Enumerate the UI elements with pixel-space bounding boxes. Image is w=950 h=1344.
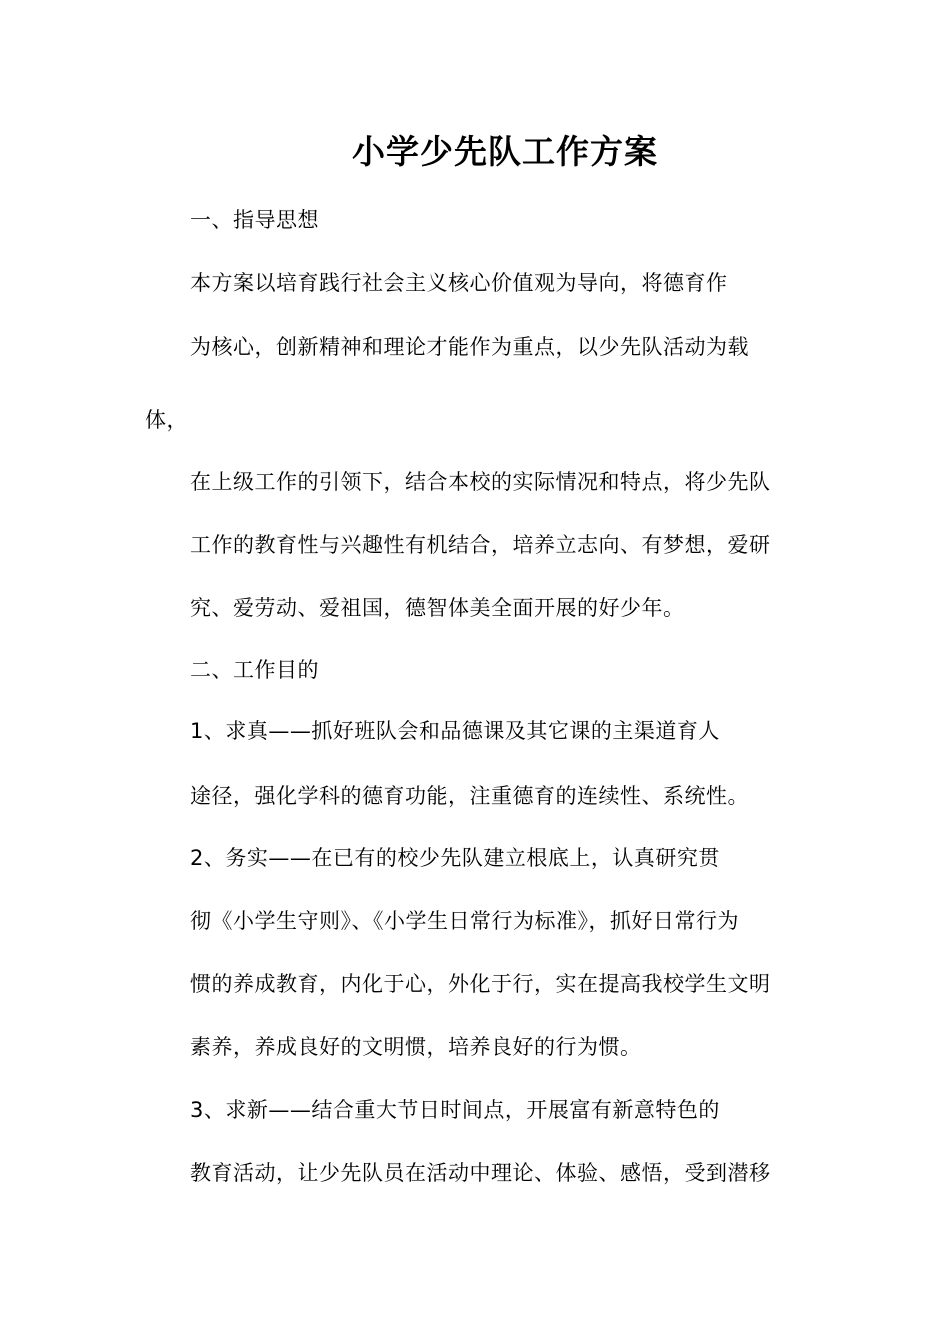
list-item-line: 1、求真——抓好班队会和品德课及其它课的主渠道育人 (190, 719, 720, 743)
paragraph-line: 究、爱劳动、爱祖国，德智体美全面开展的好少年。 (190, 596, 685, 620)
list-item-line: 教育活动，让少先队员在活动中理论、体验、感悟，受到潜移 (190, 1161, 771, 1185)
section-heading-work-goals: 二、工作目的 (190, 658, 319, 682)
paragraph-line: 本方案以培育践行社会主义核心价值观为导向，将德育作 (190, 271, 728, 295)
list-item-line: 3、求新——结合重大节日时间点，开展富有新意特色的 (190, 1098, 720, 1122)
paragraph-line: 工作的教育性与兴趣性有机结合，培养立志向、有梦想，爱研 (190, 533, 771, 557)
list-item-line: 惯的养成教育，内化于心，外化于行，实在提高我校学生文明 (190, 972, 771, 996)
list-item-line: 途径，强化学科的德育功能，注重德育的连续性、系统性。 (190, 784, 749, 808)
list-item-line: 2、务实——在已有的校少先队建立根底上，认真研究贯 (190, 846, 720, 870)
paragraph-line: 在上级工作的引领下，结合本校的实际情况和特点，将少先队 (190, 470, 771, 494)
document-title: 小学少先队工作方案 (352, 132, 658, 171)
list-item-line: 彻《小学生守则》、《小学生日常行为标准》，抓好日常行为 (190, 909, 739, 933)
list-item-line: 素养，养成良好的文明惯，培养良好的行为惯。 (190, 1035, 642, 1059)
section-heading-guiding-ideology: 一、指导思想 (190, 208, 319, 232)
paragraph-line: 体， (145, 408, 188, 432)
paragraph-line: 为核心，创新精神和理论才能作为重点，以少先队活动为载 (190, 335, 749, 359)
